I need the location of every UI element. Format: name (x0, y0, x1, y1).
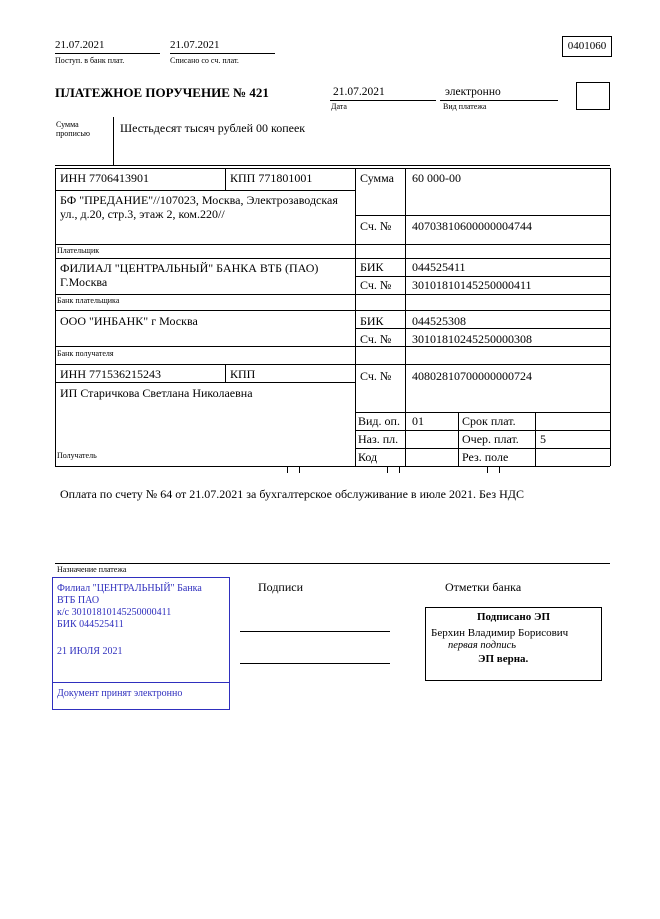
payee-bank-account: 30101810245250000308 (412, 332, 532, 346)
table-line (355, 168, 356, 466)
document-date-underline (330, 100, 436, 101)
table-line (225, 364, 226, 382)
table-line (355, 328, 610, 329)
table-line (55, 294, 610, 295)
date-debited: 21.07.2021 (170, 39, 220, 51)
table-line (55, 258, 610, 259)
table-line (55, 382, 355, 383)
date-debited-label: Списано со сч. плат. (170, 56, 239, 65)
payee-bank-name: ООО "ИНБАНК" г Москва (60, 314, 198, 328)
table-line (55, 563, 610, 564)
table-line (55, 165, 610, 166)
table-line (55, 364, 610, 365)
payer-account-label: Сч. № (360, 219, 392, 233)
payment-purpose-text: Оплата по счету № 64 от 21.07.2021 за бухгалтерское обслуживание в июле 2021. Без НДС (60, 487, 524, 501)
document-date: 21.07.2021 (333, 86, 385, 98)
kod-label: Код (358, 450, 378, 464)
table-line (55, 168, 610, 169)
date-debited-underline (170, 53, 275, 54)
payee-bank-bik-label: БИК (360, 314, 384, 328)
tick-mark (387, 466, 388, 473)
payee-bank-label: Банк получателя (57, 349, 114, 358)
table-line (355, 276, 610, 277)
page-title: ПЛАТЕЖНОЕ ПОРУЧЕНИЕ № 421 (55, 85, 269, 100)
amount-words: Шестьдесят тысяч рублей 00 копеек (120, 121, 306, 135)
table-line (355, 412, 610, 413)
vid-op-label: Вид. оп. (358, 414, 400, 428)
bank-marks-label: Отметки банка (445, 580, 522, 594)
table-line (55, 168, 56, 466)
bank-stamp-divider (53, 682, 229, 683)
table-line (355, 215, 610, 216)
table-line (55, 310, 610, 311)
table-line (55, 190, 355, 191)
payer-bank-bik: 044525411 (412, 260, 466, 274)
bank-stamp-line1: Филиал "ЦЕНТРАЛЬНЫЙ" Банка (57, 583, 202, 594)
payment-kind-underline (440, 100, 558, 101)
sum-value: 60 000-00 (412, 171, 461, 185)
form-code-box: 0401060 (562, 36, 612, 57)
tick-mark (499, 466, 500, 473)
payee-name: ИП Старичкова Светлана Николаевна (60, 386, 253, 400)
bank-stamp-line4: БИК 044525411 (57, 619, 124, 630)
ocher-plat-value: 5 (540, 432, 546, 446)
payment-purpose-label: Назначение платежа (57, 565, 127, 574)
table-line (225, 168, 226, 190)
table-line (55, 466, 610, 467)
bank-stamp-line5: 21 ИЮЛЯ 2021 (57, 646, 123, 657)
payee-kpp-label: КПП (230, 367, 256, 381)
ocher-plat-label: Очер. плат. (462, 432, 519, 446)
payee-bank-account-label: Сч. № (360, 332, 392, 346)
payer-bank-account-label: Сч. № (360, 278, 392, 292)
bank-stamp-line6: Документ принят электронно (57, 688, 183, 699)
date-received: 21.07.2021 (55, 39, 105, 51)
payee-account-label: Сч. № (360, 369, 392, 383)
table-line (355, 448, 610, 449)
naz-pl-label: Наз. пл. (358, 432, 399, 446)
payee-inn: ИНН 771536215243 (60, 367, 161, 381)
esign-name: Берхин Владимир Борисович (431, 627, 569, 639)
table-line (610, 168, 611, 466)
tick-mark (399, 466, 400, 473)
payment-kind-label: Вид платежа (443, 102, 487, 111)
payer-account: 40703810600000004744 (412, 219, 532, 233)
table-line (113, 117, 114, 165)
payer-name: БФ "ПРЕДАНИЕ"//107023, Москва, Электрозаводская ул., д.20, стр.3, этаж 2, ком.220// (60, 193, 338, 222)
date-received-label: Поступ. в банк плат. (55, 56, 125, 65)
payer-inn: ИНН 7706413901 (60, 171, 149, 185)
table-line (355, 430, 610, 431)
sum-label: Сумма (360, 171, 394, 185)
table-line (535, 412, 536, 466)
esign-title: Подписано ЭП (476, 611, 551, 623)
payer-bank-account: 30101810145250000411 (412, 278, 532, 292)
table-line (405, 168, 406, 466)
tick-mark (487, 466, 488, 473)
bank-stamp-line3: к/с 30101810145250000411 (57, 607, 172, 618)
payee-bank-bik: 044525308 (412, 314, 466, 328)
document-date-label: Дата (331, 102, 347, 111)
signature-line (240, 663, 390, 664)
vid-op-value: 01 (412, 414, 424, 428)
payment-type-box (576, 82, 610, 110)
signatures-label: Подписи (258, 580, 304, 594)
bank-stamp-line2: ВТБ ПАО (57, 595, 100, 606)
srok-plat-label: Срок плат. (462, 414, 516, 428)
payer-kpp: КПП 771801001 (230, 171, 313, 185)
payer-bank-label: Банк плательщика (57, 296, 120, 305)
payer-bank-bik-label: БИК (360, 260, 384, 274)
esign-verified: ЭП верна. (478, 653, 529, 665)
tick-mark (287, 466, 288, 473)
payee-account: 40802810700000000724 (412, 369, 532, 383)
tick-mark (299, 466, 300, 473)
payer-label: Плательщик (57, 246, 100, 255)
payment-kind: электронно (445, 86, 501, 98)
rez-pole-label: Рез. поле (462, 450, 509, 464)
table-line (55, 244, 610, 245)
amount-words-label: Сумма прописью (56, 120, 91, 139)
table-line (458, 412, 459, 466)
date-received-underline (55, 53, 160, 54)
payer-bank-name: ФИЛИАЛ "ЦЕНТРАЛЬНЫЙ" БАНКА ВТБ (ПАО) Г.Москва (60, 261, 319, 290)
payee-label: Получатель (57, 451, 97, 460)
esign-sub: первая подпись (448, 640, 517, 651)
signature-line (240, 631, 390, 632)
